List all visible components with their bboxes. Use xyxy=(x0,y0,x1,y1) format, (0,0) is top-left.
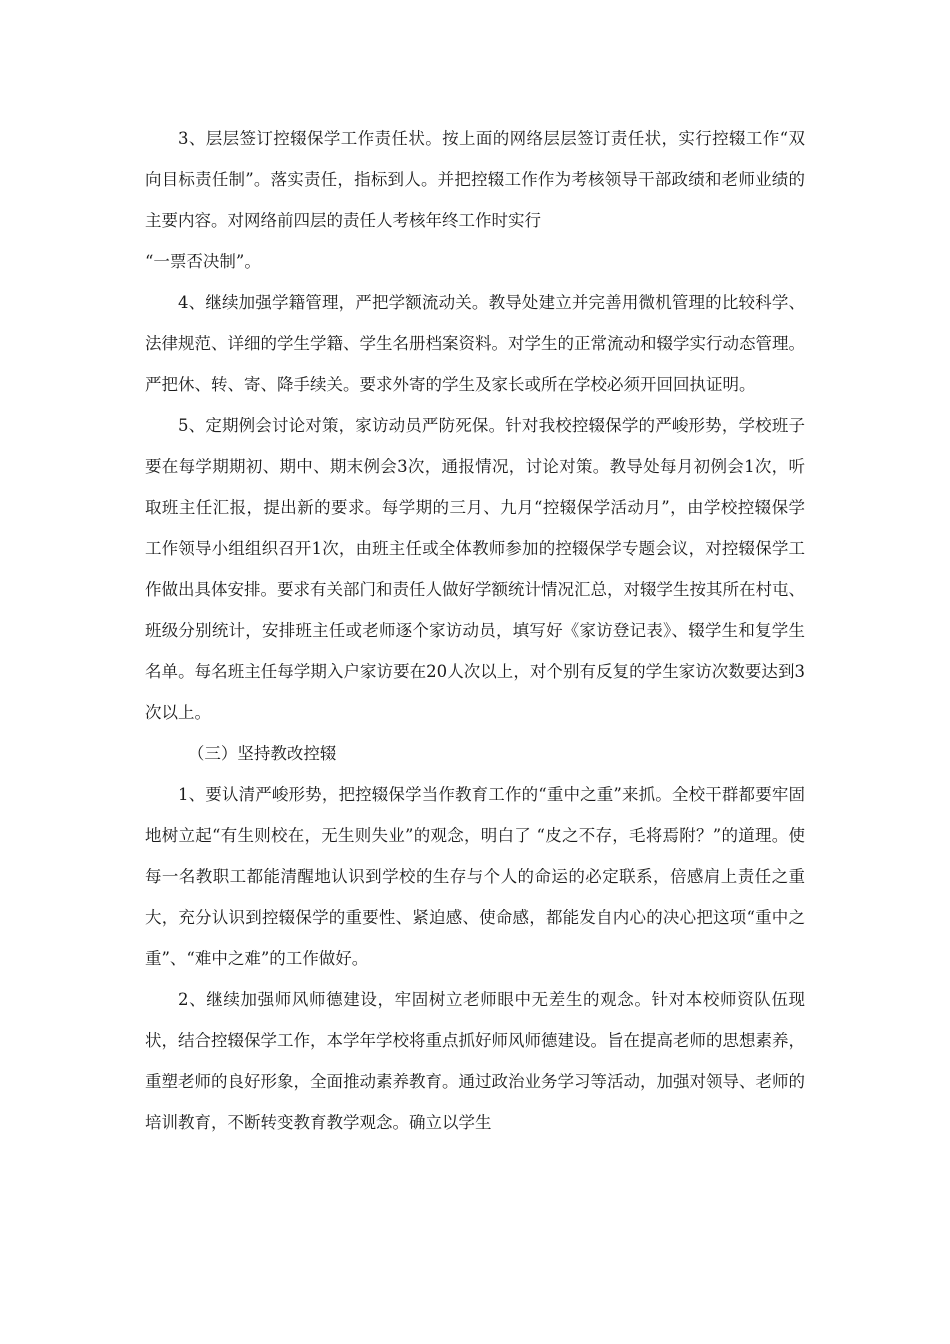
paragraph-teacher-ethics: 2、继续加强师风师德建设，牢固树立老师眼中无差生的观念。针对本校师资队伍现状，结合控辍保学工作，本学年学校将重点抓好师风师德建设。旨在提高老师的思想素养，重塑老师的良好形象，全面推动素养教育。通过政治业务学习等活动，加强对领导、老师的培训教育，不断转变教育教学观念。确立以学生 xyxy=(145,990,805,1132)
paragraph-veto-system: “一票否决制”。 xyxy=(145,252,261,271)
section-heading-teaching-reform: （三）坚持教改控辍 xyxy=(187,744,337,763)
paragraph-regular-meetings: 5、定期例会讨论对策，家访动员严防死保。针对我校控辍保学的严峻形势，学校班子要在每学期期初、期中、期末例会3次，通报情况，讨论对策。教导处每月初例会1次，听取班主任汇报，提出新的要求。每学期的三月、九月“控辍保学活动月”，由学校控辍保学工作领导小组组织召开1次，由班主任或全体教师参加的控辍保学专题会议，对控辍保学工作做出具体安排。要求有关部门和责任人做好学额统计情况汇总，对辍学生按其所在村屯、班级分别统计，安排班主任或老师逐个家访动员，填写好《家访登记表》、辍学生和复学生名单。每名班主任每学期入户家访要在20人次以上，对个别有反复的学生家访次数要达到3次以上。 xyxy=(145,416,805,722)
paragraph-recognize-situation: 1、要认清严峻形势，把控辍保学当作教育工作的“重中之重”来抓。全校干群都要牢固地树立起“有生则校在，无生则失业”的观念，明白了 “皮之不存，毛将焉附？”的道理。使每一名教职工都能清醒地认识到学校的生存与个人的命运的必定联系，倍感肩上责任之重大，充分认识到控辍保学的重要性、紧迫感、使命感，都能发自内心的决心把这项“重中之重”、“难中之难”的工作做好。 xyxy=(145,785,805,968)
paragraph-responsibility-contract: 3、层层签订控辍保学工作责任状。按上面的网络层层签订责任状，实行控辍工作“双向目标责任制”。落实责任，指标到人。并把控辍工作作为考核领导干部政绩和老师业绩的主要内容。对网络前四层的责任人考核年终工作时实行 xyxy=(145,129,805,230)
paragraph-student-registry: 4、继续加强学籍管理，严把学额流动关。教导处建立并完善用微机管理的比较科学、法律规范、详细的学生学籍、学生名册档案资料。对学生的正常流动和辍学实行动态管理。严把休、转、寄、降手续关。要求外寄的学生及家长或所在学校必须开回回执证明。 xyxy=(145,293,805,394)
document-body xyxy=(145,118,805,1143)
